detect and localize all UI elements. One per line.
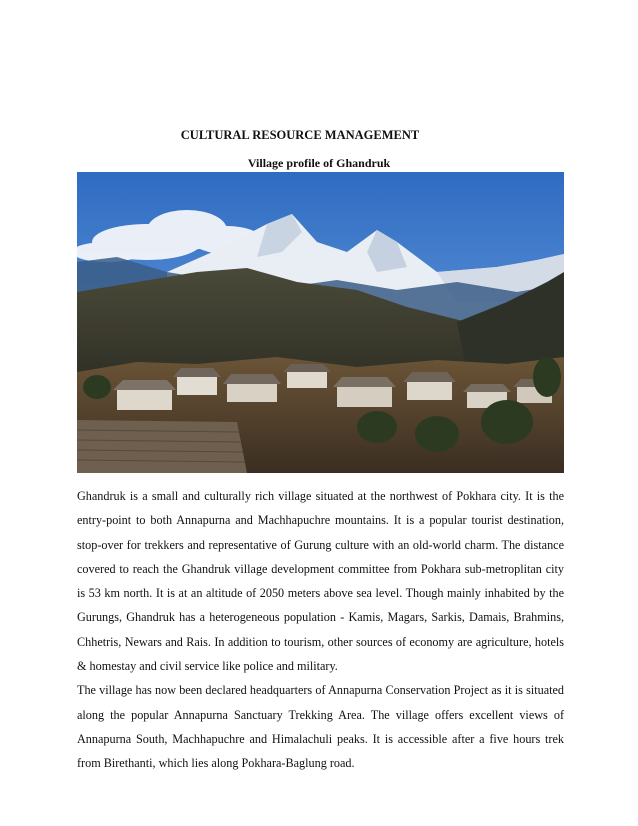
foreground-roof	[77, 420, 247, 473]
page-subtitle: Village profile of Ghandruk	[247, 156, 391, 170]
paragraph-1: Ghandruk is a small and culturally rich village situated at the northwest of Pokhara city. It is the entry-point to both Annapurna and Machhapuchre mountains. It is a popular tourist destination, stop-over for trekkers and representative of Gurung culture with an old-world charm. The distance covered to reach the Ghandruk village development committee from Pokhara sub-metroplitan city is 53 km north. It is at an altitude of 2050 meters above sea level. Though mainly inhabited by the Gurungs, Ghandruk has a heterogeneous population - Kamis, Magars, Sarkis, Damais, Brahmins, Chhetris, Newars and Rais. In addition to tourism, other sources of economy are agriculture, hotels & homestay and civil service like police and military.	[77, 489, 564, 674]
village-photo-illustration	[77, 172, 564, 473]
body-text	[77, 484, 564, 776]
village-photo	[77, 172, 564, 473]
paragraph-2: The village has now been declared headquarters of Annapurna Conservation Project as it is situated along the popular Annapurna Sanctuary Trekking Area. The village offers excellent views of Annapurna South, Machhapuchre and Himalachuli peaks. It is accessible after a five hours trek from Birethanti, which lies along Pokhara-Baglung road.	[77, 683, 564, 771]
page-title: CULTURAL RESOURCE MANAGEMENT	[180, 128, 420, 142]
